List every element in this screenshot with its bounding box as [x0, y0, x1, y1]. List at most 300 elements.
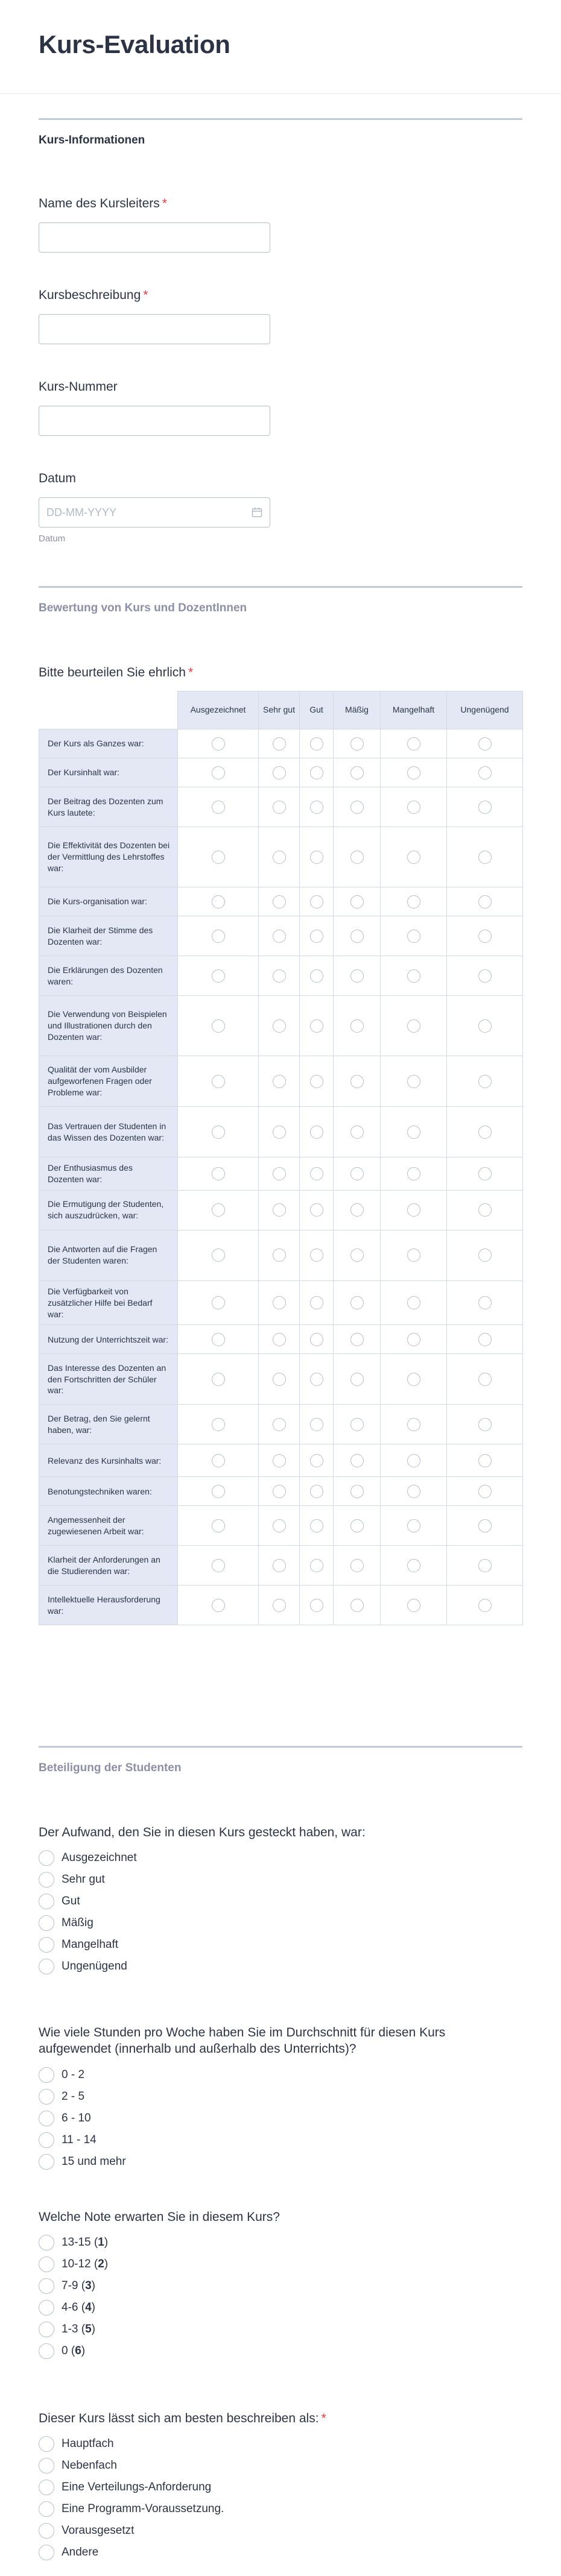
matrix-radio[interactable]	[478, 1167, 492, 1180]
matrix-cell	[178, 916, 259, 956]
matrix-radio[interactable]	[212, 1333, 225, 1346]
matrix-radio[interactable]	[478, 851, 492, 864]
matrix-cell	[259, 1444, 300, 1477]
matrix-radio[interactable]	[478, 1373, 492, 1386]
grade-range-text: 7-9 (	[62, 2279, 86, 2292]
matrix-radio[interactable]	[273, 801, 286, 814]
matrix-cell	[381, 1477, 447, 1506]
matrix-radio[interactable]	[478, 1075, 492, 1088]
matrix-radio[interactable]	[478, 1485, 492, 1498]
effort-option[interactable]	[39, 1850, 137, 1866]
matrix-cell	[334, 1056, 381, 1107]
effort-option-label: Ausgezeichnet	[62, 1851, 137, 1864]
matrix-radio[interactable]	[478, 1203, 492, 1217]
matrix-cell	[300, 1444, 334, 1477]
matrix-radio[interactable]	[310, 801, 323, 814]
matrix-cell	[447, 827, 523, 887]
matrix-cell	[334, 996, 381, 1056]
matrix-radio[interactable]	[310, 1519, 323, 1532]
required-marker: *	[143, 288, 148, 302]
matrix-radio[interactable]	[407, 895, 420, 909]
matrix-radio[interactable]	[478, 1249, 492, 1262]
course-type-option[interactable]	[39, 2458, 117, 2474]
matrix-cell	[447, 887, 523, 916]
matrix-radio[interactable]	[478, 1599, 492, 1612]
matrix-radio[interactable]	[273, 1167, 286, 1180]
grade-value: 2	[98, 2258, 104, 2270]
matrix-cell	[178, 1280, 259, 1325]
grade-radio[interactable]	[39, 2235, 54, 2250]
matrix-radio[interactable]	[478, 1559, 492, 1572]
course-type-option[interactable]	[39, 2436, 114, 2452]
matrix-radio[interactable]	[478, 1454, 492, 1467]
effort-radio[interactable]	[39, 1937, 54, 1953]
matrix-radio[interactable]	[407, 1203, 420, 1217]
matrix-radio[interactable]	[273, 930, 286, 943]
matrix-column-header: Ungenügend	[447, 691, 523, 729]
matrix-row-label: Klarheit der Anforderungen an die Studierenden war:	[39, 1546, 178, 1586]
grade-radio[interactable]	[39, 2300, 54, 2316]
matrix-radio[interactable]	[407, 930, 420, 943]
matrix-radio[interactable]	[273, 766, 286, 779]
matrix-cell	[381, 1230, 447, 1280]
matrix-radio[interactable]	[212, 1075, 225, 1088]
matrix-cell	[447, 956, 523, 996]
matrix-row-label: Relevanz des Kursinhalts war:	[39, 1444, 178, 1477]
effort-radio[interactable]	[39, 1872, 54, 1888]
matrix-radio[interactable]	[212, 1167, 225, 1180]
matrix-cell	[381, 996, 447, 1056]
matrix-column-header: Sehr gut	[259, 691, 300, 729]
matrix-radio[interactable]	[350, 851, 364, 864]
grade-option[interactable]	[39, 2322, 95, 2337]
effort-option[interactable]	[39, 1872, 105, 1888]
matrix-radio[interactable]	[407, 1418, 420, 1431]
matrix-row-label: Die Erklärungen des Dozenten waren:	[39, 956, 178, 996]
grade-option-label	[62, 2345, 85, 2358]
matrix-radio[interactable]	[407, 1373, 420, 1386]
effort-radio[interactable]	[39, 1959, 54, 1974]
matrix-cell	[259, 1586, 300, 1625]
hours-option[interactable]	[39, 2154, 126, 2170]
matrix-radio[interactable]	[310, 1559, 323, 1572]
hours-radio[interactable]	[39, 2111, 54, 2126]
matrix-radio[interactable]	[310, 1599, 323, 1612]
matrix-radio[interactable]	[310, 851, 323, 864]
section-title-rating: Bewertung von Kurs und DozentInnen	[39, 602, 247, 614]
matrix-radio[interactable]	[407, 1126, 420, 1139]
matrix-radio[interactable]	[273, 737, 286, 751]
hours-question-label: Wie viele Stunden pro Woche haben Sie im Durchschnitt für diesen Kurs aufgewendet (innerhalb und außerhalb des Unterrichts)?	[39, 2026, 446, 2056]
hours-option-label: 0 - 2	[62, 2068, 85, 2081]
matrix-radio[interactable]	[273, 1126, 286, 1139]
matrix-cell	[447, 1230, 523, 1280]
matrix-radio[interactable]	[350, 801, 364, 814]
matrix-radio[interactable]	[212, 1373, 225, 1386]
matrix-radio[interactable]	[212, 1203, 225, 1217]
matrix-cell	[259, 1230, 300, 1280]
matrix-radio[interactable]	[407, 1519, 420, 1532]
effort-option[interactable]	[39, 1915, 94, 1931]
hours-option[interactable]	[39, 2111, 91, 2126]
matrix-cell	[259, 729, 300, 758]
matrix-radio[interactable]	[273, 969, 286, 983]
matrix-cell	[178, 1506, 259, 1546]
matrix-column-header: Mäßig	[334, 691, 381, 729]
matrix-radio[interactable]	[212, 1519, 225, 1532]
course-type-option-label: Andere	[62, 2546, 99, 2559]
matrix-radio[interactable]	[350, 1559, 364, 1572]
matrix-row-label: Das Interesse des Dozenten an den Fortschritten der Schüler war:	[39, 1354, 178, 1405]
course-type-radio[interactable]	[39, 2523, 54, 2539]
matrix-cell	[447, 1280, 523, 1325]
matrix-radio[interactable]	[350, 1249, 364, 1262]
matrix-radio[interactable]	[407, 1249, 420, 1262]
matrix-radio[interactable]	[273, 1249, 286, 1262]
matrix-row	[39, 758, 523, 787]
effort-radio[interactable]	[39, 1850, 54, 1866]
matrix-cell	[300, 1107, 334, 1157]
matrix-cell	[334, 1354, 381, 1405]
matrix-cell	[259, 1546, 300, 1586]
matrix-radio[interactable]	[310, 969, 323, 983]
matrix-cell	[447, 1056, 523, 1107]
matrix-radio[interactable]	[310, 1418, 323, 1431]
matrix-row	[39, 1546, 523, 1586]
grade-radio[interactable]	[39, 2343, 54, 2359]
grade-radio[interactable]	[39, 2256, 54, 2272]
matrix-radio[interactable]	[273, 1599, 286, 1612]
effort-option[interactable]	[39, 1959, 127, 1974]
course-type-radio[interactable]	[39, 2545, 54, 2560]
hours-radio[interactable]	[39, 2132, 54, 2148]
matrix-row-label: Die Verfügbarkeit von zusätzlicher Hilfe bei Bedarf war:	[39, 1280, 178, 1325]
matrix-cell	[447, 996, 523, 1056]
matrix-radio[interactable]	[350, 1333, 364, 1346]
matrix-radio[interactable]	[212, 1418, 225, 1431]
grade-option[interactable]	[39, 2235, 108, 2250]
matrix-radio[interactable]	[212, 737, 225, 751]
course-type-option[interactable]	[39, 2501, 224, 2517]
grade-radio[interactable]	[39, 2278, 54, 2294]
matrix-cell	[178, 787, 259, 827]
matrix-radio[interactable]	[350, 1418, 364, 1431]
course-number-input[interactable]	[39, 406, 270, 436]
matrix-cell	[381, 1190, 447, 1230]
matrix-header-row	[39, 691, 523, 729]
course-type-option[interactable]	[39, 2523, 134, 2539]
matrix-cell	[447, 729, 523, 758]
matrix-radio[interactable]	[478, 737, 492, 751]
matrix-radio[interactable]	[350, 1019, 364, 1033]
matrix-radio[interactable]	[273, 1373, 286, 1386]
section-title-course-info: Kurs-Informationen	[39, 134, 145, 146]
matrix-radio[interactable]	[310, 1126, 323, 1139]
matrix-row	[39, 1056, 523, 1107]
matrix-radio[interactable]	[350, 737, 364, 751]
rating-matrix	[39, 691, 523, 1625]
hours-radio[interactable]	[39, 2154, 54, 2170]
effort-option-label: Gut	[62, 1895, 80, 1907]
matrix-radio[interactable]	[273, 1075, 286, 1088]
matrix-radio[interactable]	[310, 930, 323, 943]
matrix-radio[interactable]	[478, 801, 492, 814]
matrix-radio[interactable]	[350, 969, 364, 983]
grade-option[interactable]	[39, 2300, 95, 2316]
matrix-radio[interactable]	[407, 1485, 420, 1498]
grade-option[interactable]	[39, 2256, 108, 2272]
matrix-cell	[447, 1586, 523, 1625]
matrix-row-label: Benotungstechniken waren:	[39, 1477, 178, 1506]
effort-radio[interactable]	[39, 1894, 54, 1909]
hours-radio[interactable]	[39, 2067, 54, 2083]
matrix-cell	[447, 1506, 523, 1546]
course-type-option-label: Nebenfach	[62, 2459, 117, 2472]
matrix-radio[interactable]	[478, 969, 492, 983]
grade-value: 1	[98, 2236, 104, 2249]
matrix-radio[interactable]	[273, 1418, 286, 1431]
matrix-cell	[381, 956, 447, 996]
matrix-radio[interactable]	[310, 1019, 323, 1033]
grade-range-text: 4-6 (	[62, 2301, 86, 2314]
matrix-cell	[381, 1325, 447, 1354]
effort-radio[interactable]	[39, 1915, 54, 1931]
matrix-cell	[381, 729, 447, 758]
matrix-radio[interactable]	[478, 930, 492, 943]
matrix-radio[interactable]	[478, 1296, 492, 1309]
matrix-cell	[300, 1506, 334, 1546]
matrix-radio[interactable]	[478, 1333, 492, 1346]
course-type-radio[interactable]	[39, 2458, 54, 2474]
matrix-radio[interactable]	[310, 1333, 323, 1346]
matrix-radio[interactable]	[407, 1454, 420, 1467]
matrix-radio[interactable]	[350, 895, 364, 909]
course-type-radio[interactable]	[39, 2480, 54, 2495]
matrix-radio[interactable]	[310, 895, 323, 909]
hours-option[interactable]	[39, 2089, 84, 2105]
matrix-cell	[300, 758, 334, 787]
matrix-radio[interactable]	[273, 1019, 286, 1033]
matrix-radio[interactable]	[212, 1599, 225, 1612]
matrix-radio[interactable]	[350, 1373, 364, 1386]
matrix-row	[39, 1157, 523, 1191]
matrix-radio[interactable]	[273, 851, 286, 864]
matrix-row-label: Der Betrag, den Sie gelernt haben, war:	[39, 1405, 178, 1444]
matrix-radio[interactable]	[350, 1519, 364, 1532]
hours-option[interactable]	[39, 2067, 84, 2083]
matrix-radio[interactable]	[310, 1454, 323, 1467]
course-type-radio[interactable]	[39, 2436, 54, 2452]
matrix-radio[interactable]	[407, 1167, 420, 1180]
matrix-radio[interactable]	[212, 930, 225, 943]
instructor-name-input[interactable]	[39, 222, 270, 253]
matrix-radio[interactable]	[212, 1019, 225, 1033]
course-type-option-label: Hauptfach	[62, 2437, 114, 2450]
matrix-cell	[447, 916, 523, 956]
matrix-radio[interactable]	[212, 1296, 225, 1309]
grade-radio[interactable]	[39, 2322, 54, 2337]
matrix-radio[interactable]	[212, 1249, 225, 1262]
matrix-radio[interactable]	[407, 801, 420, 814]
matrix-radio[interactable]	[273, 1485, 286, 1498]
matrix-cell	[300, 787, 334, 827]
grade-option-label	[62, 2258, 108, 2271]
matrix-cell	[259, 1405, 300, 1444]
matrix-radio[interactable]	[212, 801, 225, 814]
matrix-radio[interactable]	[350, 1485, 364, 1498]
grade-value: 5	[85, 2323, 92, 2335]
effort-option[interactable]	[39, 1937, 118, 1953]
matrix-cell	[300, 1546, 334, 1586]
matrix-radio[interactable]	[478, 1019, 492, 1033]
section-title-participation: Beteiligung der Studenten	[39, 1762, 182, 1774]
matrix-row	[39, 1230, 523, 1280]
matrix-radio[interactable]	[407, 737, 420, 751]
matrix-radio[interactable]	[350, 1167, 364, 1180]
matrix-cell	[178, 729, 259, 758]
matrix-radio[interactable]	[310, 737, 323, 751]
hours-option-label: 11 - 14	[62, 2134, 97, 2146]
matrix-radio[interactable]	[350, 1454, 364, 1467]
matrix-cell	[381, 827, 447, 887]
effort-question-label: Der Aufwand, den Sie in diesen Kurs gesteckt haben, war:	[39, 1825, 366, 1839]
grade-close: )	[91, 2279, 95, 2292]
matrix-radio[interactable]	[310, 1167, 323, 1180]
instructor-name-label-text: Name des Kursleiters	[39, 197, 160, 210]
matrix-row	[39, 827, 523, 887]
course-type-option[interactable]	[39, 2480, 211, 2495]
matrix-radio[interactable]	[478, 1519, 492, 1532]
matrix-radio[interactable]	[407, 1599, 420, 1612]
grade-value: 6	[75, 2345, 81, 2357]
matrix-row-label: Die Kurs-organisation war:	[39, 887, 178, 916]
matrix-radio[interactable]	[407, 766, 420, 779]
matrix-radio[interactable]	[478, 1418, 492, 1431]
matrix-row-label: Die Verwendung von Beispielen und Illustrationen durch den Dozenten war:	[39, 996, 178, 1056]
matrix-radio[interactable]	[273, 1519, 286, 1532]
course-type-radio[interactable]	[39, 2501, 54, 2517]
matrix-radio[interactable]	[273, 1333, 286, 1346]
matrix-radio[interactable]	[407, 969, 420, 983]
matrix-radio[interactable]	[212, 1454, 225, 1467]
matrix-radio[interactable]	[350, 766, 364, 779]
matrix-radio[interactable]	[350, 930, 364, 943]
matrix-radio[interactable]	[407, 1296, 420, 1309]
matrix-radio[interactable]	[407, 851, 420, 864]
matrix-radio[interactable]	[310, 1203, 323, 1217]
matrix-row	[39, 1107, 523, 1157]
matrix-cell	[300, 1325, 334, 1354]
matrix-cell	[300, 1354, 334, 1405]
matrix-radio[interactable]	[407, 1333, 420, 1346]
matrix-cell	[259, 916, 300, 956]
matrix-radio[interactable]	[407, 1559, 420, 1572]
matrix-radio[interactable]	[350, 1126, 364, 1139]
grade-range-text: 0 (	[62, 2345, 75, 2357]
matrix-radio[interactable]	[310, 1296, 323, 1309]
matrix-radio[interactable]	[273, 1296, 286, 1309]
course-type-question-label	[39, 2410, 509, 2426]
grade-option[interactable]	[39, 2278, 95, 2294]
matrix-radio[interactable]	[407, 1075, 420, 1088]
course-type-option[interactable]	[39, 2545, 98, 2560]
matrix-cell	[381, 1546, 447, 1586]
matrix-cell	[447, 1444, 523, 1477]
matrix-cell	[334, 1506, 381, 1546]
matrix-radio[interactable]	[350, 1075, 364, 1088]
matrix-radio[interactable]	[212, 969, 225, 983]
matrix-cell	[381, 1056, 447, 1107]
effort-option-label: Ungenügend	[62, 1960, 127, 1973]
matrix-radio[interactable]	[212, 766, 225, 779]
matrix-radio[interactable]	[310, 1249, 323, 1262]
matrix-radio[interactable]	[212, 1485, 225, 1498]
matrix-radio[interactable]	[212, 895, 225, 909]
grade-range-text: 10-12 (	[62, 2258, 98, 2270]
matrix-row	[39, 1405, 523, 1444]
matrix-radio[interactable]	[350, 1203, 364, 1217]
matrix-radio[interactable]	[212, 1126, 225, 1139]
hours-option[interactable]	[39, 2132, 97, 2148]
matrix-corner	[39, 691, 178, 729]
matrix-radio[interactable]	[478, 1126, 492, 1139]
form-title: Kurs-Evaluation	[39, 30, 230, 58]
matrix-radio[interactable]	[273, 1203, 286, 1217]
date-input[interactable]	[39, 498, 247, 527]
matrix-radio[interactable]	[212, 851, 225, 864]
effort-option[interactable]	[39, 1894, 80, 1909]
matrix-radio[interactable]	[310, 1075, 323, 1088]
matrix-cell	[178, 1546, 259, 1586]
matrix-radio[interactable]	[407, 1019, 420, 1033]
hours-option-label: 2 - 5	[62, 2090, 85, 2103]
grade-option[interactable]	[39, 2343, 85, 2359]
grade-close: )	[91, 2323, 95, 2335]
grade-close: )	[91, 2301, 95, 2314]
matrix-radio[interactable]	[350, 1599, 364, 1612]
matrix-radio[interactable]	[212, 1559, 225, 1572]
matrix-column-header: Mangelhaft	[381, 691, 447, 729]
matrix-cell	[334, 1586, 381, 1625]
matrix-radio[interactable]	[273, 1559, 286, 1572]
hours-radio[interactable]	[39, 2089, 54, 2105]
matrix-cell	[259, 996, 300, 1056]
date-field[interactable]	[39, 497, 270, 527]
matrix-cell	[381, 1444, 447, 1477]
matrix-row-label: Qualität der vom Ausbilder aufgeworfenen Fragen oder Probleme war:	[39, 1056, 178, 1107]
effort-option-label: Mangelhaft	[62, 1938, 119, 1951]
matrix-radio[interactable]	[478, 895, 492, 909]
matrix-cell	[447, 1325, 523, 1354]
matrix-radio[interactable]	[310, 1373, 323, 1386]
calendar-icon[interactable]	[252, 507, 262, 518]
effort-option-label: Mäßig	[62, 1916, 94, 1929]
matrix-cell	[334, 1190, 381, 1230]
matrix-cell	[259, 758, 300, 787]
matrix-column-header: Ausgezeichnet	[178, 691, 259, 729]
matrix-radio[interactable]	[350, 1296, 364, 1309]
matrix-cell	[381, 1157, 447, 1191]
course-description-input[interactable]	[39, 314, 270, 344]
matrix-radio[interactable]	[310, 1485, 323, 1498]
matrix-radio[interactable]	[273, 1454, 286, 1467]
matrix-radio[interactable]	[478, 766, 492, 779]
matrix-cell	[178, 1325, 259, 1354]
matrix-cell	[178, 1056, 259, 1107]
matrix-cell	[300, 1230, 334, 1280]
matrix-radio[interactable]	[310, 766, 323, 779]
matrix-radio[interactable]	[273, 895, 286, 909]
